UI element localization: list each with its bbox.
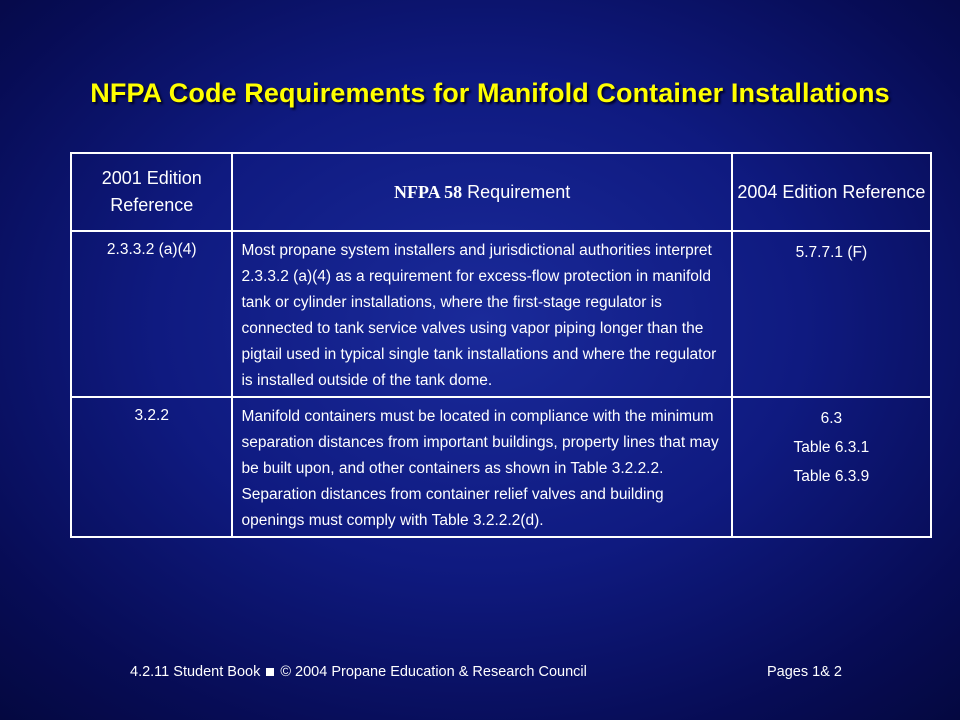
ref-2004-value: 5.7.7.1 (F) [795,244,868,261]
table-row [71,397,931,537]
ref-2004-value: Table 6.3.1 [793,439,870,456]
ref-2004-value: 6.3 [820,410,843,427]
slide-title: NFPA Code Requirements for Manifold Container Installations [90,78,890,108]
footer-course-ref: 4.2.11 Student Book [130,664,261,680]
footer-pages: Pages 1& 2 [767,664,842,680]
footer-left [130,664,587,680]
ref-2001-cell [71,231,232,397]
header-nfpa58-label: NFPA 58 [394,181,463,202]
requirement-text: Manifold containers must be located in compliance with the minimum separation distances from important buildings, property lines that may be built upon, and other containers as shown in Table 3.2.2.2. Separation distances from container relief valves and building openings must comply with Table 3.2.2.2(d). [241,408,719,529]
header-requirement-label: Requirement [462,181,571,202]
square-bullet-icon [266,668,274,676]
footer-copyright: © 2004 Propane Education & Research Council [280,664,587,680]
requirements-table [70,152,932,538]
table-header-row [71,153,931,231]
ref-2004-value: Table 6.3.9 [793,468,870,485]
ref-2004-cell [732,231,931,397]
requirement-text: Most propane system installers and jurisdictional authorities interpret 2.3.3.2 (a)(4) as a requirement for excess-flow protection in manifold tank or cylinder installations, where the first-stage regulator is connected to tank service valves using vapor piping longer than the pigtail used in typical single tank installations and where the regulator is installed outside of the tank dome. [241,242,717,389]
ref-2001-value: 3.2.2 [134,407,169,424]
header-requirement [232,153,731,231]
requirement-cell [232,231,731,397]
header-2004-reference [732,153,931,231]
table-row [71,231,931,397]
ref-2001-value: 2.3.3.2 (a)(4) [106,241,197,258]
ref-2004-cell [732,397,931,537]
ref-2001-cell [71,397,232,537]
header-2001-reference [71,153,232,231]
requirement-cell [232,397,731,537]
header-2001-label: 2001 Edition Reference [101,168,202,215]
header-2004-label: 2004 Edition Reference [737,181,926,202]
